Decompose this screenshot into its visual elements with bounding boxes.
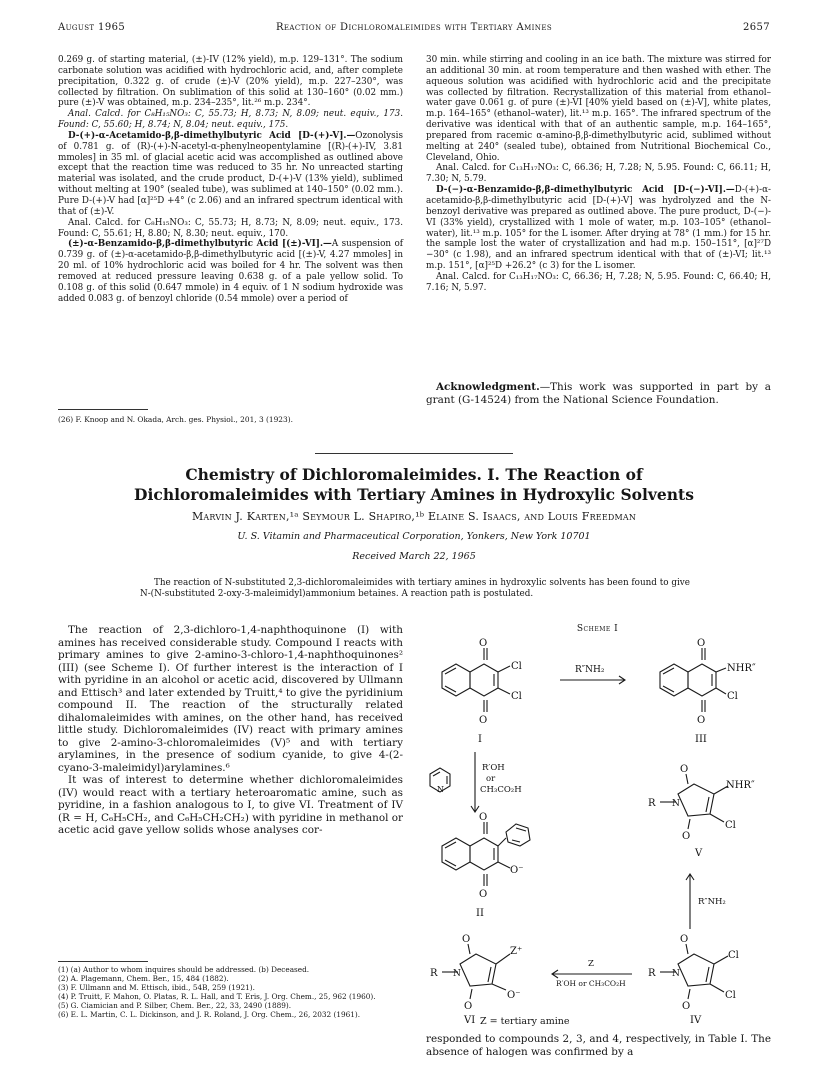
compound-label-IV: IV — [690, 1015, 702, 1026]
scheme-title: Scheme I — [576, 624, 619, 634]
arrow-IV-to-V — [686, 874, 726, 929]
acknowledgment: Acknowledgment.—This work was supported in part by a grant (G-14524) from the National Science Foundation. — [426, 381, 771, 406]
reaction-scheme — [420, 624, 775, 1024]
paragraph: 30 min. while stirring and cooling in an ice bath. The mixture was stirred for an additional 30 min. at room temperature and then washed with ether. The aqueous solution was acidified with hydrochloric acid and the precipitate was collected by filtration. Recrystallization of this material from ethanol–water gave 0.061 g. of pure (±)-VI [40% yield based on (±)-V], white plates, m.p. 164–165° (ethanol–water), lit.¹³ m.p. 165°. The infrared spectrum of the derivative was identical with that of an authentic sample, m.p. 164–165°, prepared from racemic α-amino-β,β-dimethylbutyric acid, sublimed without melting at 240° (sealed tube), obtained from Nutritional Biochemical Co., Cleveland, Ohio. — [426, 55, 771, 163]
atom-label: O — [682, 831, 691, 842]
atom-label: O — [479, 638, 488, 649]
atom-label: O — [680, 934, 689, 945]
arrow-I-to-III — [560, 665, 625, 684]
reagent-label: R′OH — [482, 763, 505, 773]
received-date: Received March 22, 1965 — [352, 551, 476, 562]
section-heading: (±)-α-Benzamido-β,β-dimethylbutyric Acid [(±)-VI].— — [68, 239, 332, 250]
article-divider — [315, 453, 513, 454]
compound-II-structure — [442, 812, 530, 919]
article-body-continued: responded to compounds 2, 3, and 4, respectively, in Table I. The absence of halogen was confirmed by a — [426, 1033, 771, 1058]
reagent-label: R′OH or CH₃CO₂H — [556, 979, 626, 988]
compound-label-III: III — [695, 734, 707, 745]
paragraph: The reaction of 2,3-dichloro-1,4-naphthoquinone (I) with amines has received considerable study. Compound I reacts with primary amines to give 2-amino-3-chloro-1,4-naphthoquinones² (III) (see Scheme I). Of further interest is the interaction of I with pyridine in an alcohol or acetic acid, discovered by Ullmann and Ettisch³ and later extended by Truitt,⁴ to give the pyridinium compound II. The reaction of the structurally related dihalomaleimides with amines, on the other hand, has received little study. Dichloromaleimides (IV) react with primary amines to give 2-amino-3-chloromaleimides (V)⁵ and with tertiary arylamines, in the presence of sodium cyanide, to give 4-(2-cyano-3-maleimidyl)arylamines.⁶ — [58, 624, 403, 774]
compound-I-structure — [442, 638, 522, 745]
footnote: (4) P. Truitt, F. Mahon, O. Platas, R. L. Hall, and T. Eris, J. Org. Chem., 25, 962 (1960). — [58, 992, 376, 1002]
footnote: (5) G. Ciamician and P. Silber, Chem. Ber., 22, 33, 2490 (1889). — [58, 1001, 292, 1011]
compound-IV-structure — [648, 934, 739, 1026]
atom-label: Cl — [511, 661, 522, 672]
article-affiliation: U. S. Vitamin and Pharmaceutical Corporation, Yonkers, New York 10701 — [237, 531, 591, 542]
reagent-label: CH₃CO₂H — [480, 785, 522, 795]
section-heading: D-(−)-α-Benzamido-β,β-dimethylbutyric Acid [D-(−)-VI].— — [436, 185, 735, 196]
analysis-paragraph: Anal. Calcd. for C₁₃H₁₇NO₃: C, 66.36; H, 7.28; N, 5.95. Found: C, 66.11; H, 7.30; N, 5.79. — [426, 163, 771, 185]
right-column-experimental — [426, 55, 771, 294]
atom-label: O — [682, 1001, 691, 1012]
footnote: (6) E. L. Martin, C. L. Dickinson, and J. R. Roland, J. Org. Chem., 26, 2032 (1961). — [58, 1010, 361, 1020]
atom-label: O — [697, 715, 706, 726]
atom-label: Cl — [725, 990, 736, 1001]
footnote-rule — [58, 961, 148, 962]
reagent-label: or — [486, 774, 496, 784]
reagent-label: Z — [588, 959, 594, 969]
scheme-footnote: Z = tertiary amine — [480, 1016, 570, 1027]
atom-label: N — [453, 969, 461, 979]
footnote: (2) A. Plagemann, Chem. Ber., 15, 484 (1882). — [58, 974, 229, 984]
section-paragraph: D-(−)-α-Benzamido-β,β-dimethylbutyric Acid [D-(−)-VI].—D-(+)-α-acetamido-β,β-dimethylbutyric acid [D-(+)-V] was hydrolyzed and the N-benzoyl derivative was prepared as outlined above. The pure product, D-(−)-VI (33% yield), crystallized with 1 mole of water, m.p. 103–105° (ethanol–water), lit.¹³ m.p. 105° for the L isomer. After drying at 78° (1 mm.) for 15 hr. the sample lost the water of crystallization and had m.p. 150–151°, [α]²⁷D −30° (c 1.98), and an infrared spectrum identical with that of (±)-VI; lit.¹³ m.p. 151°, [α]²⁵D +26.2° (c 3) for the L isomer. — [426, 185, 771, 272]
running-header — [58, 22, 770, 38]
analysis-paragraph: Anal. Calcd. for C₁₃H₁₇NO₃: C, 66.36; H, 7.28; N, 5.95. Found: C, 66.40; H, 7.16; N, 5.97. — [426, 271, 771, 293]
atom-label: Cl — [728, 950, 739, 961]
header-title: Reaction of Dichloromaleimides with Tertiary Amines — [275, 22, 553, 33]
footnote-rule — [58, 409, 148, 410]
abstract: The reaction of N-substituted 2,3-dichloromaleimides with tertiary amines in hydroxylic solvents has been found to give N-(N-substituted 2-oxy-3-maleimidyl)ammonium betaines. A reaction path is postulated. — [140, 578, 690, 599]
atom-label: NHR″ — [727, 663, 756, 674]
atom-label: O — [680, 764, 689, 775]
analysis-paragraph: Anal. Calcd. for C₈H₁₅NO₃: C, 55.73; H, 8.73; N, 8.09; neut. equiv., 173. Found: C, 55.60; H, 8.74; N, 8.04; neut. equiv., 175. — [58, 109, 403, 131]
atom-label: N — [672, 799, 680, 809]
atom-label: O⁻ — [507, 990, 521, 1001]
compound-VI-structure — [430, 934, 522, 1026]
left-column-experimental — [58, 55, 403, 304]
compound-label-I: I — [478, 734, 482, 745]
compound-label-II: II — [476, 908, 484, 919]
article-body — [58, 624, 403, 837]
section-paragraph: D-(+)-α-Acetamido-β,β-dimethylbutyric Acid [D-(+)-V].—Ozonolysis of 0.781 g. of (R)-(+)-N-acetyl-α-phenylneopentylamine [(R)-(+)-IV, 3.81 mmoles] in 35 ml. of glacial acetic acid was accomplished as outlined above except that the reaction time was reduced to 35 hr. No unreacted starting material was isolated, and the crude product, D-(+)-V (13% yield), sublimed without melting at 190° (sealed tube), was sublimed at 140–150° (0.02 mm.). Pure D-(+)-V had [α]²⁵D +4° (c 2.06) and an infrared spectrum identical with that of (±)-V. — [58, 130, 403, 217]
article-authors: Marvin J. Karten,¹ᵃ Seymour L. Shapiro,¹ᵇ Elaine S. Isaacs, and Louis Freedman — [191, 510, 637, 523]
atom-label: O — [462, 934, 471, 945]
arrow-I-to-II — [471, 752, 522, 812]
reagent-label: R″NH₂ — [575, 665, 605, 675]
footnote-26: (26) F. Knoop and N. Okada, Arch. ges. Physiol., 201, 3 (1923). — [58, 415, 293, 424]
acknowledgment-heading: Acknowledgment. — [436, 381, 540, 393]
atom-label: R — [430, 968, 438, 979]
header-date: August 1965 — [58, 22, 126, 33]
pyridine-reagent — [430, 768, 450, 794]
section-heading: D-(+)-α-Acetamido-β,β-dimethylbutyric Acid [D-(+)-V].— — [68, 130, 356, 141]
footnote: (1) (a) Author to whom inquires should be addressed. (b) Deceased. — [58, 965, 310, 974]
analysis-paragraph: Anal. Calcd. for C₈H₁₅NO₃: C, 55.73; H, 8.73; N, 8.09; neut. equiv., 173. Found: C, 55.61; H, 8.80; N, 8.30; neut. equiv., 170. — [58, 217, 403, 239]
atom-label: N — [672, 969, 680, 979]
atom-label: Z⁺ — [510, 946, 523, 957]
atom-label: O⁻ — [510, 865, 524, 876]
atom-label: O — [479, 889, 488, 900]
paragraph: It was of interest to determine whether dichloromaleimides (IV) would react with a tertiary heteroaromatic amine, such as pyridine, in a fashion analogous to I, to give VI. Treatment of IV (R = H, C₆H₅CH₂, and C₆H₅CH₂CH₂) with pyridine in methanol or acetic acid gave yellow solids whose analyses cor- — [58, 774, 403, 836]
atom-label: R — [648, 798, 656, 809]
atom-label: Cl — [725, 820, 736, 831]
header-page-number: 2657 — [742, 22, 770, 33]
article-title: Chemistry of Dichloromaleimides. I. The Reaction of Dichloromaleimides with Tertiary Amines in Hydroxylic Solvents — [134, 465, 694, 504]
section-paragraph: (±)-α-Benzamido-β,β-dimethylbutyric Acid [(±)-VI].—A suspension of 0.739 g. of (±)-α-acetamido-β,β-dimethylbutyric acid [(±)-V, 4.27 mmoles] in 20 ml. of 10% hydrochloric acid was boiled for 4 hr. The solvent was then removed at reduced pressure leaving 0.638 g. of a pale yellow solid. To 0.108 g. of this solid (0.647 mmole) in 4 equiv. of 1 N sodium hydroxide was added 0.083 g. of benzoyl chloride (0.54 mmole) over a period of — [58, 239, 403, 304]
atom-label: N — [437, 785, 444, 794]
compound-III-structure — [660, 638, 756, 745]
compound-label-V: V — [695, 848, 703, 859]
reagent-label: R″NH₂ — [698, 897, 726, 907]
atom-label: O — [479, 812, 488, 823]
atom-label: O — [479, 715, 488, 726]
atom-label: Cl — [727, 691, 738, 702]
atom-label: NHR″ — [726, 780, 755, 791]
compound-label-VI: VI — [464, 1015, 476, 1026]
footnote: (3) F. Ullmann and M. Ettisch, ibid., 54B, 259 (1921). — [58, 983, 255, 993]
atom-label: O — [464, 1001, 473, 1012]
atom-label: R — [648, 968, 656, 979]
atom-label: O — [697, 638, 706, 649]
paragraph: 0.269 g. of starting material, (±)-IV (12% yield), m.p. 129–131°. The sodium carbonate solution was acidified with hydrochloric acid, and, after complete precipitation, 0.322 g. of crude (±)-V (20% yield), m.p. 227–230°, was collected by filtration. On sublimation of this solid at 130–160° (0.02 mm.) pure (±)-V was obtained, m.p. 234–235°, lit.²⁶ m.p. 234°. — [58, 55, 403, 109]
compound-V-structure — [648, 764, 755, 859]
footnotes — [58, 965, 403, 1020]
atom-label: Cl — [511, 691, 522, 702]
arrow-IV-to-VI — [552, 959, 632, 988]
